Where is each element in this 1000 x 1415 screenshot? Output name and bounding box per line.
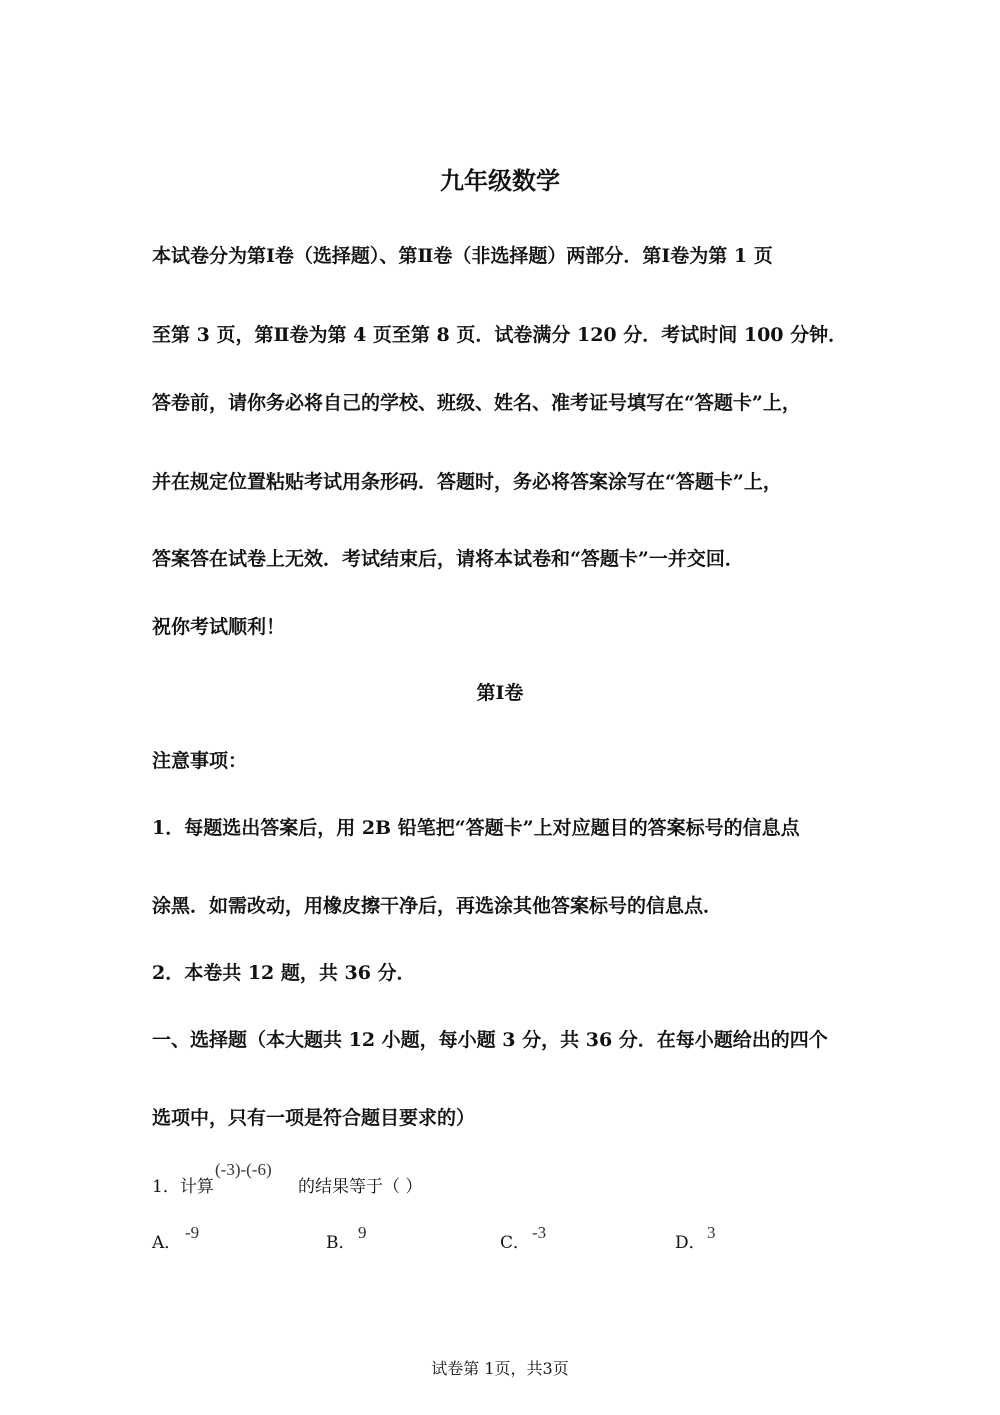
part-heading: 一、选择题（本大题共 12 小题，每小题 3 分，共 36 分．在每小题给出的四个 [152, 1029, 828, 1051]
notes-heading: 注意事项： [152, 750, 248, 772]
instruction-line: 本试卷分为第Ⅰ卷（选择题）、第Ⅱ卷（非选择题）两部分．第Ⅰ卷为第 1 页 [152, 245, 773, 267]
instruction-line: 并在规定位置粘贴考试用条形码．答题时，务必将答案涂写在“答题卡”上， [152, 471, 782, 493]
page-footer: 试卷第 1页，共3页 [431, 1359, 569, 1378]
option-a-label: A． [152, 1233, 182, 1253]
option-b-value: 9 [358, 1223, 367, 1242]
instruction-line: 答案答在试卷上无效．考试结束后，请将本试卷和“答题卡”一并交回． [152, 548, 744, 570]
option-d-label: D． [675, 1233, 706, 1253]
note-line: 2．本卷共 12 题，共 36 分． [152, 962, 416, 984]
note-line: 1．每题选出答案后，用 2B 铅笔把“答题卡”上对应题目的答案标号的信息点 [152, 817, 800, 839]
option-c-value: -3 [532, 1223, 547, 1242]
section-title: 第Ⅰ卷 [476, 682, 524, 704]
option-c-label: C． [500, 1233, 531, 1253]
question-expression: (-3)-(-6) [215, 1160, 272, 1179]
question-prefix: 1．计算 [152, 1177, 214, 1197]
option-a-value: -9 [185, 1223, 200, 1242]
instruction-line: 祝你考试顺利！ [152, 616, 286, 638]
note-line: 涂黑．如需改动，用橡皮擦干净后，再选涂其他答案标号的信息点． [152, 895, 723, 917]
instruction-line: 至第 3 页，第Ⅱ卷为第 4 页至第 8 页．试卷满分 120 分．考试时间 100 分钟． [152, 324, 848, 346]
option-d-value: 3 [707, 1223, 716, 1242]
instruction-line: 答卷前，请你务必将自己的学校、班级、姓名、准考证号填写在“答题卡”上， [152, 392, 801, 414]
question-suffix: 的结果等于（ ） [298, 1177, 423, 1197]
page-title: 九年级数学 [440, 166, 560, 195]
part-heading: 选项中，只有一项是符合题目要求的） [152, 1107, 476, 1129]
option-b-label: B． [326, 1233, 356, 1253]
